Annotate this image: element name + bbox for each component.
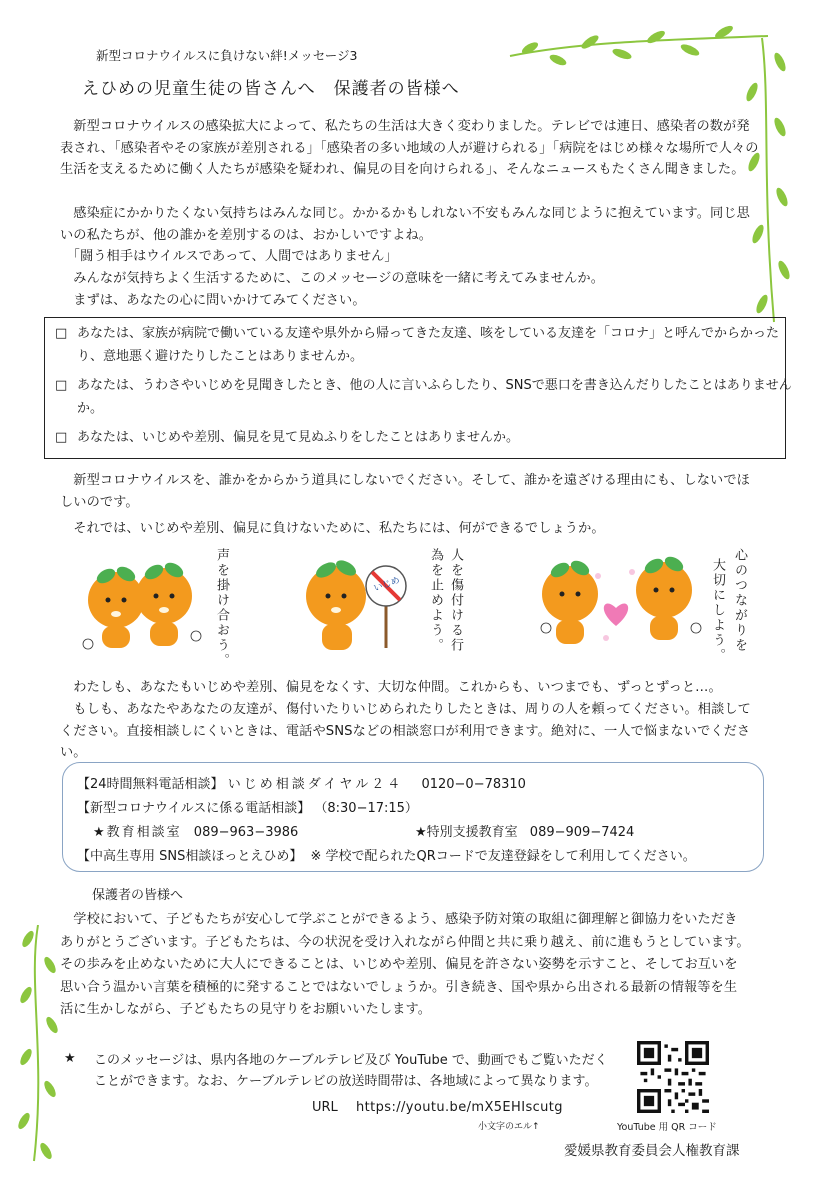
contact-label-covid: 【新型コロナウイルスに係る電話相談】	[77, 801, 311, 816]
footer-message: このメッセージは、県内各地のケーブルテレビ及び YouTube で、動画でもご覧いただくことができます。なお、ケーブルテレビの放送時間帯は、各地域によって異なります。	[94, 1053, 608, 1089]
caption-connection-b: 大切にしよう。	[710, 558, 725, 663]
mascot-illustration-1	[72, 548, 212, 658]
contact-name-special-support: ★特別支援教育室	[415, 825, 518, 840]
checkbox-icon[interactable]: □	[55, 326, 68, 341]
contact-name-ijime-dial: いじめ相談ダイヤル２４	[227, 777, 404, 792]
guardians-body: 学校において、子どもたちが安心して学ぶことができるよう、感染予防対策の取組に御理解と御協力をいただきありがとうございます。子どもたちは、今の状況を受け入れながら仲間と共に乗り越え、前に進もうとしています。その歩みを止めないために大人にできることは、いじめや差別、偏見を許さない姿勢を示すこと、そしてお互いを思い合う温かい言葉を積極的に発することではないでしょうか。引き続き、国や県から出される最新の情報等を生活に生かしながら、子どもたちの見守りをお願いいたします。	[60, 912, 750, 1017]
caption-stop-hurting-a: 人を傷付ける行	[448, 548, 463, 653]
issuer-name: 愛媛県教育委員会人権教育課	[564, 1143, 740, 1159]
intro-quote: 「闘う相手はウイルスであって、人間ではありません」	[60, 249, 398, 264]
closing-paragraph-2: もしも、あなたやあなたの友達が、傷付いたりいじめられたりしたときは、周りの人を頼ってください。相談してください。直接相談しにくいときは、電話やSNSなどの相談窓口が利用できます。絶対に、一人で悩まないでください。	[60, 702, 751, 761]
youtube-qr-code[interactable]	[637, 1041, 709, 1113]
mascot-illustration-2	[288, 548, 418, 658]
contact-row-24h	[77, 773, 526, 792]
check-item-text: あなたは、うわさやいじめを見聞きしたとき、他の人に言いふらしたり、SNSで悪口を書き込んだりしたことはありませんか。	[77, 378, 792, 416]
star-icon: ★	[64, 1051, 76, 1066]
url-note: 小文字のエル↑	[478, 1122, 540, 1132]
contact-row-sns	[77, 845, 696, 864]
consultation-contacts-panel	[62, 762, 764, 872]
check-item-text: あなたは、家族が病院で働いている友達や県外から帰ってきた友達、咳をしている友達を「コロナ」と呼んでからかったり、意地悪く避けたりしたことはありませんか。	[77, 326, 780, 364]
middle-paragraph-1: 新型コロナウイルスを、誰かをからかう道具にしないでください。そして、誰かを遠ざける理由にも、しないでほしいのです。	[60, 473, 750, 510]
contact-row-special-support	[415, 821, 634, 840]
checkbox-icon[interactable]: □	[55, 430, 68, 445]
contact-number-special-support[interactable]: 089−909−7424	[529, 825, 635, 840]
guardians-heading: 保護者の皆様へ	[92, 888, 184, 903]
closing-paragraph-1: わたしも、あなたもいじめや差別、偏見をなくす、大切な仲間。これからも、いつまでも、ずっとずっと…。	[60, 680, 722, 695]
intro-paragraph-2: 感染症にかかりたくない気持ちはみんな同じ。かかるかもしれない不安もみんな同じように抱えています。同じ思いの私たちが、他の誰かを差別するのは、おかしいですよね。	[60, 206, 750, 243]
caption-stop-hurting-b: 為を止めよう。	[428, 548, 443, 653]
contact-number-education-office[interactable]: 089−963−3986	[193, 825, 299, 840]
middle-paragraph-2: それでは、いじめや差別、偏見に負けないために、私たちには、何ができるでしょうか。	[60, 521, 605, 536]
contact-hours-covid: （8:30−17:15）	[314, 801, 418, 816]
caption-connection-a: 心のつながりを	[732, 548, 747, 653]
checkbox-icon[interactable]: □	[55, 378, 68, 393]
page-title: えひめの児童生徒の皆さんへ 保護者の皆様へ	[82, 79, 460, 99]
check-item-3[interactable]	[55, 426, 797, 449]
contact-note-sns: ※ 学校で配られたQRコードで友達登録をして利用してください。	[310, 849, 696, 864]
contact-label-24h: 【24時間無料電話相談】	[77, 777, 224, 792]
qr-caption: YouTube 用 QR コード	[617, 1122, 717, 1133]
check-item-text: あなたは、いじめや差別、偏見を見て見ぬふりをしたことはありませんか。	[77, 430, 520, 445]
vine-bottom-left-decoration	[8, 925, 68, 1165]
sign-no-bullying: いじめ	[372, 575, 402, 595]
mascot-illustration-3	[536, 546, 706, 656]
contact-number-ijime-dial[interactable]: 0120−0−78310	[421, 777, 526, 792]
intro-paragraph-1: 新型コロナウイルスの感染拡大によって、私たちの生活は大きく変わりました。テレビでは連日、感染者の数が発表され、「感染者やその家族が差別される」「感染者の多い地域の人が避けられる」「病院をはじめ様々な場所で人々の生活を支えるために働く人たちが感染を疑われ、偏見の目を向けられる」、そんなニュースもたくさん聞きました。	[60, 119, 759, 178]
series-heading: 新型コロナウイルスに負けない絆!メッセージ3	[96, 48, 358, 63]
caption-call-out: 声を掛け合おう。	[214, 548, 229, 668]
intro-paragraph-4: まずは、あなたの心に問いかけてみてください。	[60, 293, 366, 308]
video-url-link[interactable]: https://youtu.be/mX5EHIscutg	[356, 1100, 563, 1115]
url-label: URL	[312, 1100, 338, 1115]
contact-label-sns: 【中高生専用 SNS相談ほっとえひめ】	[77, 849, 303, 864]
check-item-2[interactable]	[55, 374, 797, 420]
self-check-panel	[44, 317, 792, 459]
contact-row-covid	[77, 797, 418, 816]
check-item-1[interactable]	[55, 322, 797, 368]
contact-name-education-office: ★教育相談室	[93, 825, 182, 840]
intro-paragraph-3: みんなが気持ちよく生活するために、このメッセージの意味を一緒に考えてみませんか。	[60, 271, 604, 286]
contact-row-education-office	[93, 821, 298, 840]
